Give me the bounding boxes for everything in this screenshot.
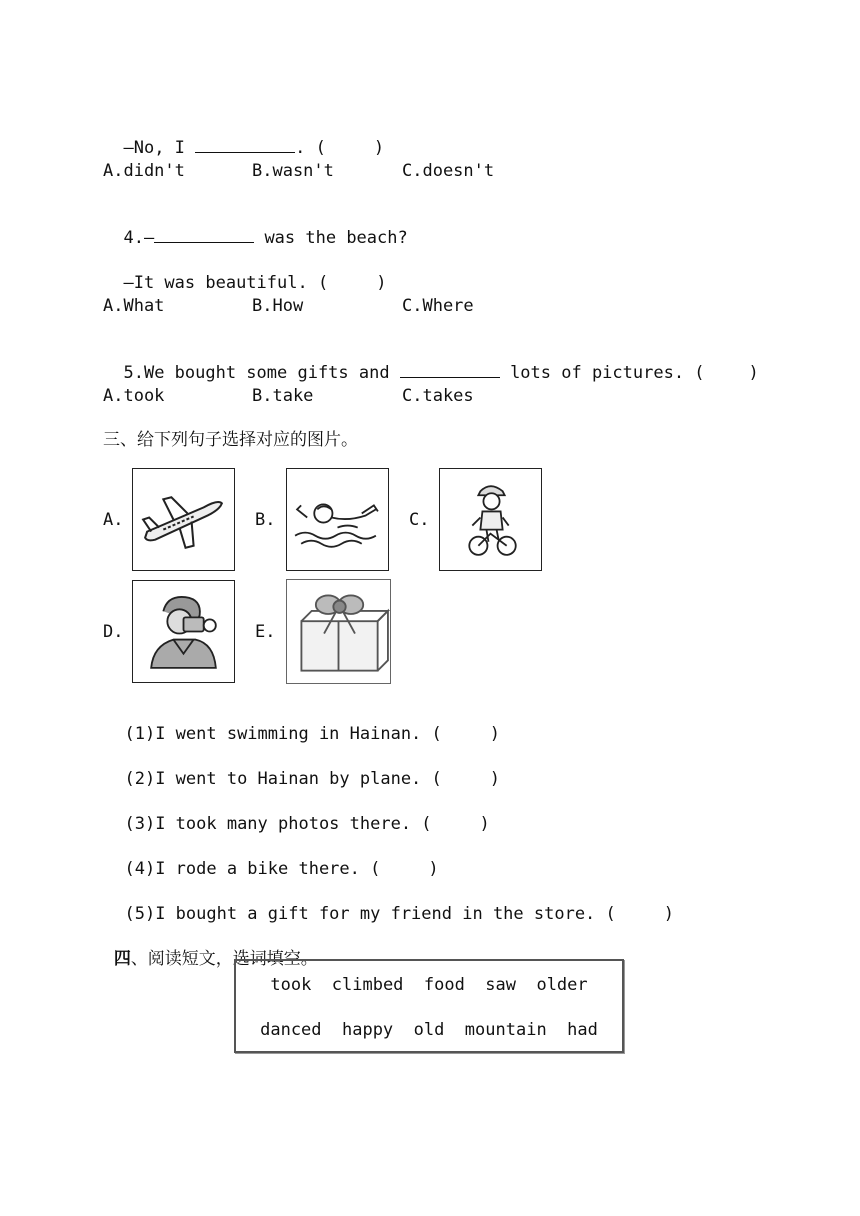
q4-answer-text: —It was beautiful. ( bbox=[123, 273, 329, 293]
q5-blank[interactable] bbox=[400, 363, 500, 378]
section4-heading-text: 、阅读短文，选词填空。 bbox=[130, 949, 318, 969]
q3-option-a: A.didn't bbox=[103, 161, 185, 181]
q3-option-b: B.wasn't bbox=[252, 161, 334, 181]
q3-option-c: C.doesn't bbox=[402, 161, 495, 181]
word-bank-row-1: took climbed food saw older bbox=[270, 975, 588, 995]
sentence-1-text: (1)I went swimming in Hainan. ( bbox=[124, 724, 442, 744]
section3-sentence-1 bbox=[104, 701, 500, 745]
q5-option-a: A.took bbox=[103, 386, 165, 406]
word-bank-box bbox=[234, 959, 624, 1053]
picture-b-label: B. bbox=[255, 510, 276, 530]
q3-answer-prefix: —No, I bbox=[123, 138, 196, 158]
swimmer-icon bbox=[287, 469, 388, 570]
q4-question-prefix: 4.— bbox=[123, 228, 155, 248]
sentence-5-close-paren: ) bbox=[663, 904, 675, 924]
section3-sentence-2 bbox=[104, 746, 500, 790]
q3-answer-suffix: . ( bbox=[295, 138, 326, 158]
section4-heading-number: 四 bbox=[113, 949, 131, 969]
section3-sentence-3 bbox=[104, 791, 490, 835]
sentence-3-close-paren: ) bbox=[479, 814, 490, 834]
picture-d[interactable] bbox=[132, 580, 235, 683]
picture-b[interactable] bbox=[286, 468, 389, 571]
gift-box-icon bbox=[287, 580, 390, 683]
sentence-2-close-paren: ) bbox=[489, 769, 501, 789]
picture-d-label: D. bbox=[103, 622, 124, 642]
section3-sentence-4 bbox=[104, 836, 439, 880]
sentence-3-text: (3)I took many photos there. ( bbox=[124, 814, 432, 834]
q4-answer-line bbox=[103, 250, 386, 294]
q4-close-paren: ) bbox=[376, 273, 387, 293]
q4-blank[interactable] bbox=[154, 228, 254, 243]
sentence-1-close-paren: ) bbox=[489, 724, 501, 744]
picture-a[interactable] bbox=[132, 468, 235, 571]
q3-close-paren: ) bbox=[373, 138, 385, 158]
q5-question-line bbox=[103, 340, 759, 384]
q5-option-b: B.take bbox=[252, 386, 314, 406]
picture-c[interactable] bbox=[439, 468, 542, 571]
sentence-2-text: (2)I went to Hainan by plane. ( bbox=[124, 769, 442, 789]
boy-on-bike-icon bbox=[440, 469, 541, 570]
picture-c-label: C. bbox=[409, 510, 430, 530]
section3-heading: 三、给下列句子选择对应的图片。 bbox=[103, 430, 358, 450]
word-bank-row-2: danced happy old mountain had bbox=[260, 1020, 598, 1040]
sentence-4-text: (4)I rode a bike there. ( bbox=[124, 859, 381, 879]
q4-option-b: B.How bbox=[252, 296, 304, 316]
sentence-5-text: (5)I bought a gift for my friend in the store. ( bbox=[124, 904, 616, 924]
q3-answer-line bbox=[103, 115, 384, 159]
picture-e[interactable] bbox=[286, 579, 391, 684]
q5-close-paren: ) bbox=[748, 363, 759, 383]
photographer-icon bbox=[133, 581, 234, 682]
q3-blank[interactable] bbox=[195, 138, 295, 153]
picture-e-label: E. bbox=[255, 622, 276, 642]
q4-question-line bbox=[103, 205, 408, 249]
q4-option-c: C.Where bbox=[402, 296, 474, 316]
section3-sentence-5 bbox=[104, 881, 674, 925]
q4-question-suffix: was the beach? bbox=[254, 228, 408, 248]
airplane-icon bbox=[133, 469, 234, 570]
q5-question-suffix: lots of pictures. ( bbox=[499, 363, 705, 383]
q5-option-c: C.takes bbox=[402, 386, 474, 406]
q5-question-prefix: 5.We bought some gifts and bbox=[123, 363, 400, 383]
sentence-4-close-paren: ) bbox=[428, 859, 439, 879]
q4-option-a: A.What bbox=[103, 296, 165, 316]
picture-a-label: A. bbox=[103, 510, 124, 530]
